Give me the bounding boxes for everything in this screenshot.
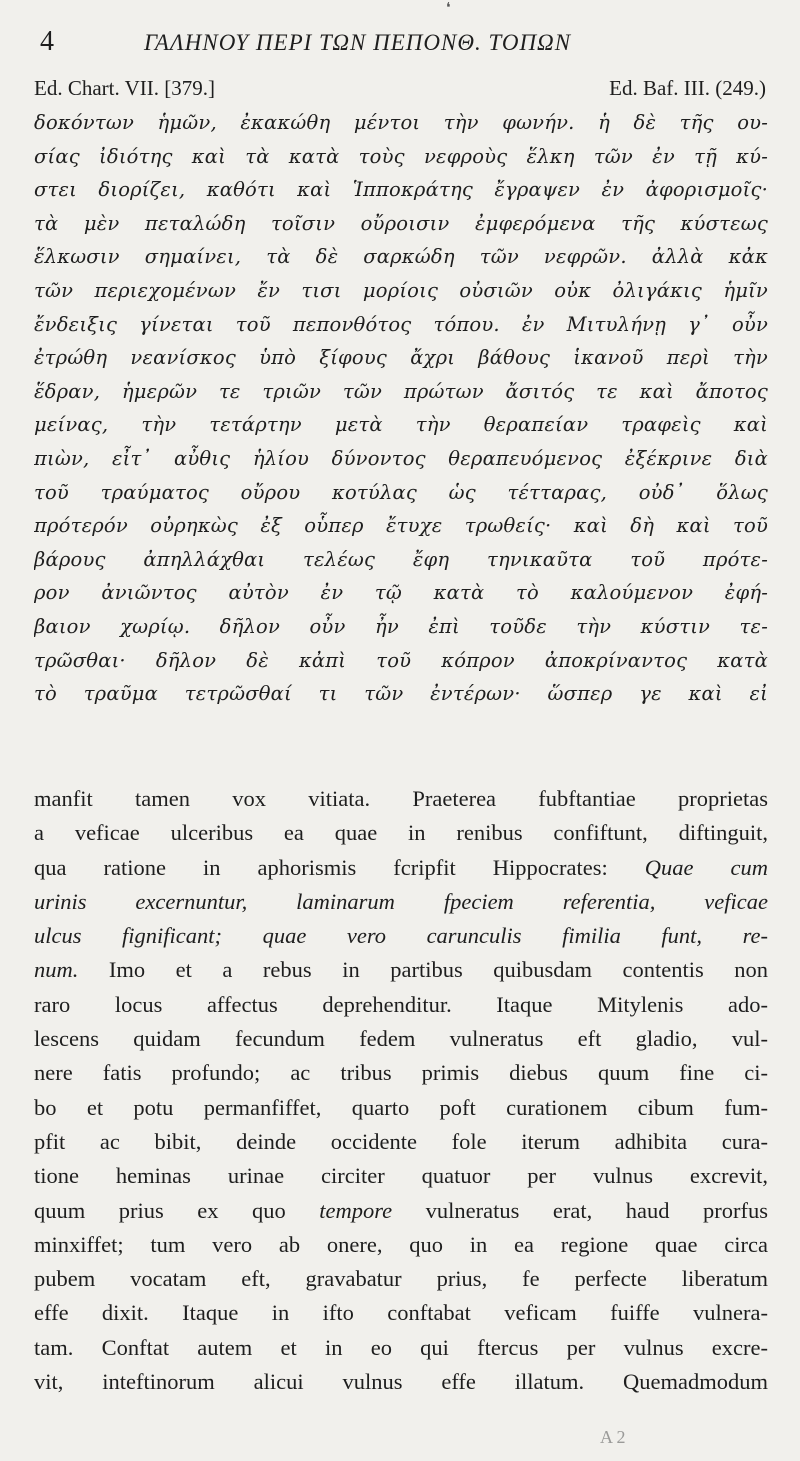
greek-line: τὰ μὲν πεταλώδη τοῖσιν οὔροισιν ἐμφερόμενα τῆς κύστεως xyxy=(34,211,768,235)
latin-segment: effe dixit. Itaque in ifto conftabat veficam fuiffe vulnera- xyxy=(34,1300,768,1326)
latin-segment: raro locus affectus deprehenditur. Itaque Mitylenis ado- xyxy=(34,991,768,1017)
latin-line xyxy=(34,782,768,816)
latin-italic-segment: Quae cum xyxy=(644,854,768,880)
greek-line: πρότερόν οὐρηκὼς ἐξ οὗπερ ἔτυχε τρωθείς· καὶ δὴ καὶ τοῦ xyxy=(34,514,768,538)
edition-basel: Ed. Baf. III. (249.) xyxy=(609,76,766,100)
latin-line xyxy=(34,851,768,885)
latin-italic-segment: urinis excernuntur, laminarum fpeciem referentia, veficae xyxy=(34,888,768,914)
latin-line xyxy=(34,1365,768,1399)
latin-line xyxy=(34,1262,768,1296)
latin-line xyxy=(34,1022,768,1056)
latin-italic-segment: ulcus fignificant; quae vero carunculis fimilia funt, re- xyxy=(34,923,768,949)
latin-segment: manfit tamen vox vitiata. Praeterea fubftantiae proprietas xyxy=(34,786,768,811)
latin-line xyxy=(34,816,768,850)
latin-line xyxy=(34,919,768,953)
greek-line: βάρους ἀπηλλάχθαι τελέως ἔφη τηνικαῦτα τοῦ πρότε- xyxy=(34,547,768,571)
greek-line: τὸ τραῦμα τετρῶσθαί τι τῶν ἐντέρων· ὥσπερ γε καὶ εἰ xyxy=(34,682,768,706)
latin-segment: Imo et a rebus in partibus quibusdam contentis non xyxy=(78,957,768,983)
greek-line: ἔνδειξις γίνεται τοῦ πεπονθότος τόπου. ἐν Μιτυλήνῃ γ᾽ οὖν xyxy=(34,312,768,336)
latin-line xyxy=(34,1159,768,1193)
print-speck: ❛ xyxy=(446,0,451,16)
latin-segment: tione heminas urinae circiter quatuor per vulnus excrevit, xyxy=(34,1163,768,1189)
latin-segment: lescens quidam fecundum fedem vulneratus eft gladio, vul- xyxy=(34,1026,768,1052)
latin-segment: pubem vocatam eft, gravabatur prius, fe perfecte liberatum xyxy=(34,1266,768,1292)
latin-line xyxy=(34,885,768,919)
latin-line xyxy=(34,1296,768,1330)
latin-segment: vulneratus erat, haud prorfus xyxy=(392,1197,768,1223)
latin-segment: qua ratione in aphorismis fcripfit Hippocrates: xyxy=(34,854,645,880)
page-header xyxy=(34,26,766,60)
latin-line xyxy=(34,1091,768,1125)
greek-text-block xyxy=(34,106,768,711)
greek-line: μείνας, τὴν τετάρτην μετὰ τὴν θεραπείαν τραφεὶς καὶ xyxy=(34,413,768,437)
greek-line: δοκόντων ἡμῶν, ἐκακώθη μέντοι τὴν φωνήν. ἡ δὲ τῆς ου- xyxy=(34,111,768,134)
latin-line xyxy=(34,1056,768,1090)
latin-segment: minxiffet; tum vero ab onere, quo in ea regione quae circa xyxy=(34,1231,768,1257)
latin-segment: a veficae ulceribus ea quae in renibus confiftunt, diftinguit, xyxy=(34,820,768,846)
latin-segment: vit, inteftinorum alicui vulnus effe illatum. Quemadmodum xyxy=(34,1369,768,1395)
latin-segment: tam. Conftat autem et in eo qui ftercus per vulnus excre- xyxy=(34,1334,768,1360)
greek-line: τοῦ τραύματος οὔρου κοτύλας ὡς τέτταρας, οὐδ᾽ ὅλως xyxy=(34,480,768,504)
greek-line: βαιον χωρίῳ. δῆλον οὖν ἦν ἐπὶ τοῦδε τὴν κύστιν τε- xyxy=(34,614,768,638)
greek-line: ρον ἀνιῶντος αὐτὸν ἐν τῷ κατὰ τὸ καλούμενον ἐφή- xyxy=(34,581,768,605)
latin-segment: nere fatis profundo; ac tribus primis diebus quum fine ci- xyxy=(34,1060,768,1086)
latin-segment: bo et potu permanfiffet, quarto poft curationem cibum fum- xyxy=(34,1094,768,1120)
greek-line: ἕλκωσιν σημαίνει, τὰ δὲ σαρκώδη τῶν νεφρῶν. ἀλλὰ κἀκ xyxy=(34,245,768,269)
latin-italic-segment: tempore xyxy=(319,1197,393,1223)
running-title: ΓΑΛΗΝΟΥ ΠΕΡΙ ΤΩΝ ΠΕΠΟΝΘ. ΤΟΠΩΝ xyxy=(144,30,572,55)
greek-line: ἕδραν, ἡμερῶν τε τριῶν τῶν πρώτων ἄσιτός τε καὶ ἄποτος xyxy=(34,379,768,403)
latin-line xyxy=(34,1228,768,1262)
latin-line xyxy=(34,953,768,987)
greek-line: ἐτρώθη νεανίσκος ὑπὸ ξίφους ἄχρι βάθους ἱκανοῦ περὶ τὴν xyxy=(34,346,768,370)
greek-line: πιὼν, εἶτ᾽ αὖθις ἡλίου δύνοντος θεραπευόμενος ἐξέκρινε διὰ xyxy=(34,446,768,470)
latin-line xyxy=(34,1125,768,1159)
greek-line: σίας ἰδιότης καὶ τὰ κατὰ τοὺς νεφροὺς ἕλκη τῶν ἐν τῇ κύ- xyxy=(34,144,768,168)
latin-line xyxy=(34,988,768,1022)
latin-text-block xyxy=(34,782,768,1399)
greek-line: τρῶσθαι· δῆλον δὲ κἀπὶ τοῦ κόπρον ἀποκρίναντος κατὰ xyxy=(34,648,768,672)
edition-references xyxy=(34,76,766,102)
edition-chartier: Ed. Chart. VII. [379.] xyxy=(34,76,215,100)
latin-line xyxy=(34,1194,768,1228)
greek-line: στει διορίζει, καθότι καὶ Ἱπποκράτης ἔγραψεν ἐν ἀφορισμοῖς· xyxy=(34,178,768,202)
greek-line: τῶν περιεχομένων ἔν τισι μορίοις οὐσιῶν οὐκ ὀλιγάκις ἡμῖν xyxy=(34,278,768,302)
latin-segment: pfit ac bibit, deinde occidente fole iterum adhibita cura- xyxy=(34,1128,768,1154)
latin-line xyxy=(34,1331,768,1365)
page-number: 4 xyxy=(40,26,54,57)
signature-mark: A 2 xyxy=(600,1427,626,1447)
latin-italic-segment: num. xyxy=(34,957,79,983)
latin-segment: quum prius ex quo xyxy=(34,1197,320,1223)
